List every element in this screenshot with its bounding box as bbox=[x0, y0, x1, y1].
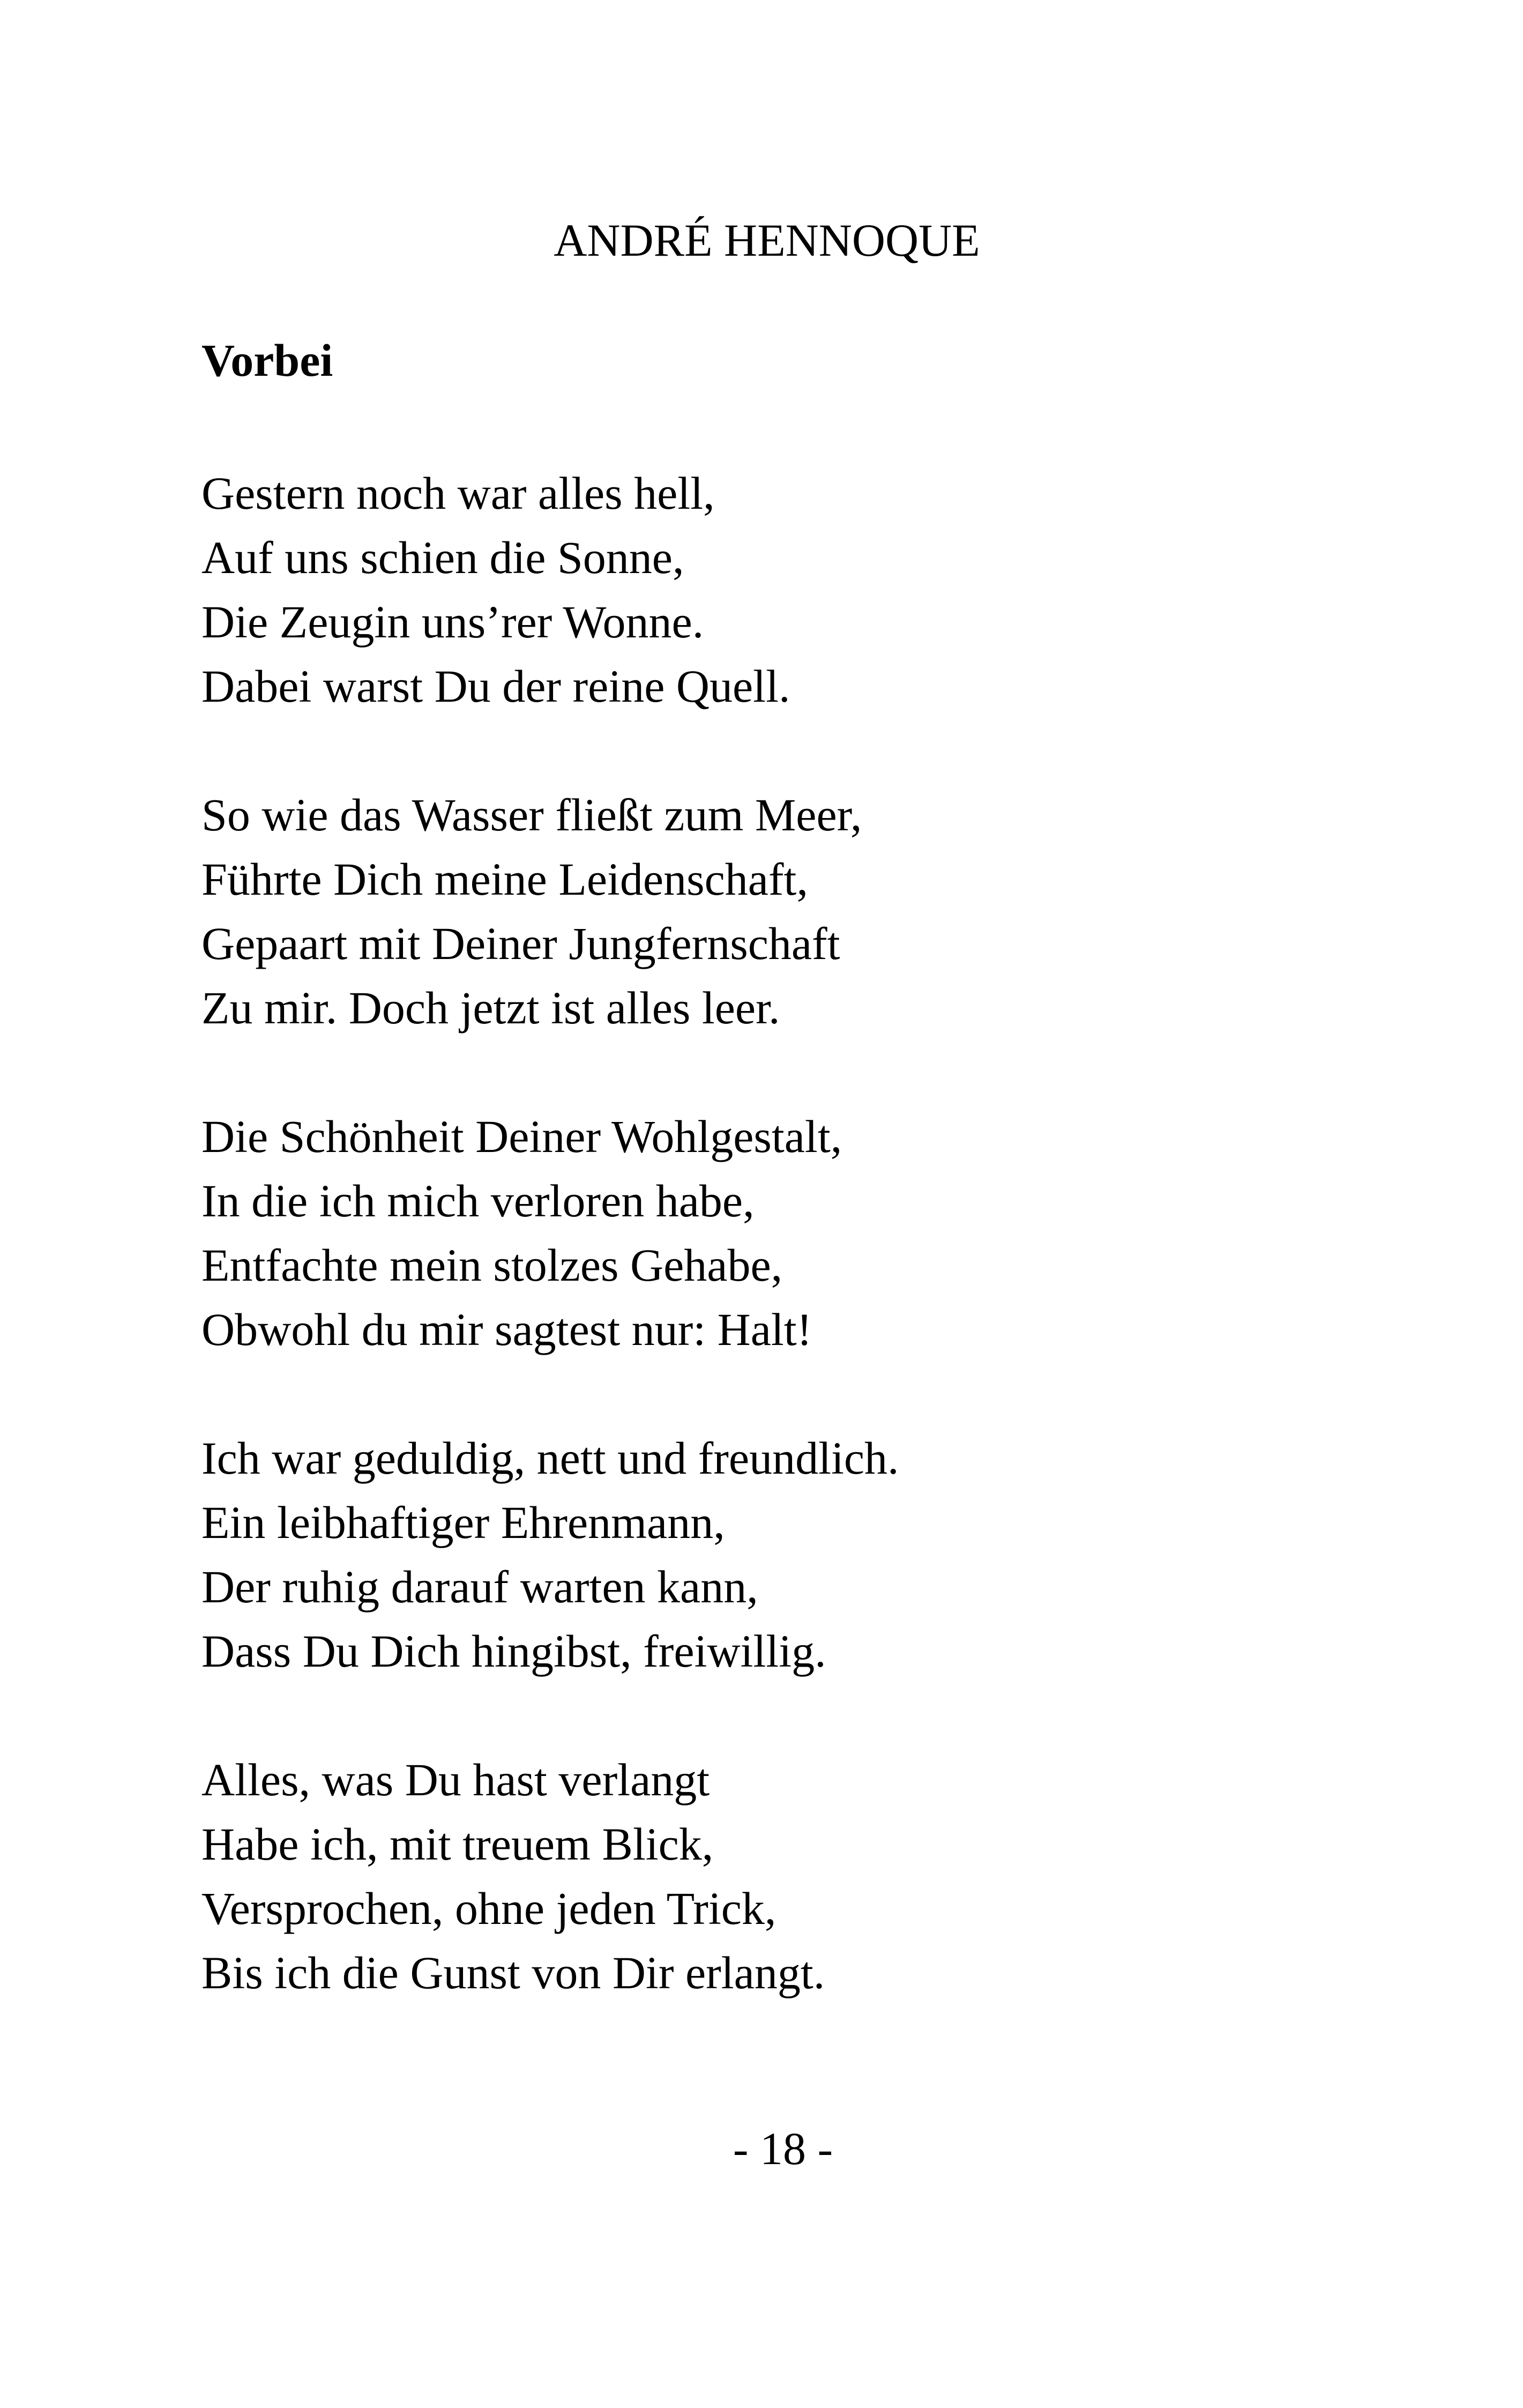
stanza-4 bbox=[201, 1426, 1380, 1683]
poem-line: Die Schönheit Deiner Wohlgestalt, bbox=[201, 1111, 842, 1162]
poem-line: Bis ich die Gunst von Dir erlangt. bbox=[201, 1947, 825, 1998]
page-number bbox=[0, 2122, 1523, 2175]
poem-line: Ein leibhaftiger Ehrenmann, bbox=[201, 1497, 725, 1548]
poem-line: Führte Dich meine Leidenschaft, bbox=[201, 853, 808, 905]
poem-line: Die Zeugin uns’rer Wonne. bbox=[201, 596, 704, 648]
poem-line: Ich war geduldig, nett und freundlich. bbox=[201, 1432, 899, 1484]
poem-line: Gestern noch war alles hell, bbox=[201, 467, 715, 519]
poem-line: In die ich mich verloren habe, bbox=[201, 1175, 755, 1227]
poem-line: Der ruhig darauf warten kann, bbox=[201, 1561, 758, 1612]
stanza-2 bbox=[201, 783, 1380, 1040]
author-name-text: ANDRÉ HENNOQUE bbox=[554, 214, 980, 266]
author-name bbox=[0, 213, 1523, 267]
poem-body bbox=[201, 461, 1380, 2069]
poem-line: So wie das Wasser fließt zum Meer, bbox=[201, 789, 862, 841]
stanza-3 bbox=[201, 1104, 1380, 1362]
poem-title: Vorbei bbox=[201, 335, 333, 386]
poem-line: Zu mir. Doch jetzt ist alles leer. bbox=[201, 982, 780, 1034]
poem-line: Alles, was Du hast verlangt bbox=[201, 1754, 710, 1805]
stanza-5 bbox=[201, 1748, 1380, 2005]
stanza-1 bbox=[201, 461, 1380, 718]
poem-line: Auf uns schien die Sonne, bbox=[201, 532, 684, 583]
poem-line: Gepaart mit Deiner Jungfernschaft bbox=[201, 918, 840, 969]
poem-line: Entfachte mein stolzes Gehabe, bbox=[201, 1239, 783, 1291]
poem-line: Habe ich, mit treuem Blick, bbox=[201, 1818, 714, 1870]
poem-line: Dabei warst Du der reine Quell. bbox=[201, 660, 790, 712]
poem-line: Dass Du Dich hingibst, freiwillig. bbox=[201, 1625, 826, 1677]
page-number-text: - 18 - bbox=[733, 2123, 833, 2174]
poem-line: Versprochen, ohne jeden Trick, bbox=[201, 1883, 777, 1934]
poem-line: Obwohl du mir sagtest nur: Halt! bbox=[201, 1304, 812, 1355]
